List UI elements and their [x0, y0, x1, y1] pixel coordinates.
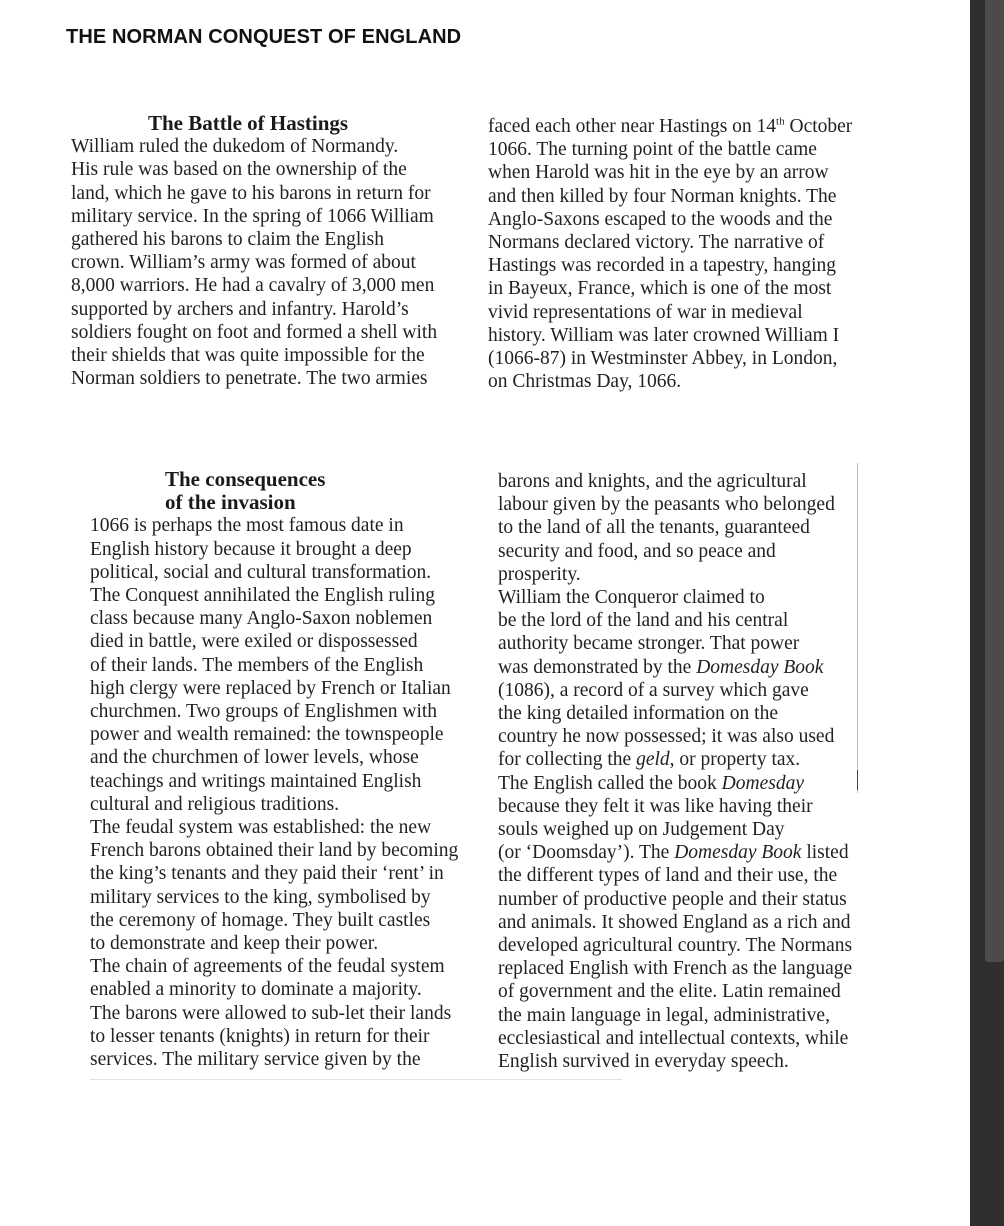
consequences-heading-line1: The consequences	[165, 467, 326, 491]
hastings-heading: The Battle of Hastings	[148, 111, 349, 135]
text-line: English survived in everyday speech.	[498, 1051, 789, 1073]
hastings-right-column	[488, 115, 852, 393]
hastings-left-column	[71, 112, 437, 390]
book-title-italic: Domesday Book	[696, 656, 824, 678]
text-line: of their lands. The members of the English	[90, 654, 424, 676]
text-line: number of productive people and their status	[498, 888, 847, 910]
text-line: prosperity.	[498, 563, 581, 585]
text-line: barons and knights, and the agricultural	[498, 471, 807, 492]
text-line: supported by archers and infantry. Harold’s	[71, 298, 409, 320]
text-line: souls weighed up on Judgement Day	[498, 819, 785, 841]
text-line: developed agricultural country. The Normans	[498, 935, 853, 957]
text-line: (1086), a record of a survey which gave	[498, 679, 809, 701]
text-fragment: faced each other near Hastings on 14	[488, 116, 777, 137]
text-line: French barons obtained their land by becoming	[90, 840, 459, 862]
text-line: their shields that was quite impossible for the	[71, 345, 425, 367]
text-line: power and wealth remained: the townspeople	[90, 724, 444, 746]
text-line: land, which he gave to his barons in return for	[71, 182, 431, 204]
text-line: to demonstrate and keep their power.	[90, 933, 379, 955]
text-line: country he now possessed; it was also used	[498, 726, 835, 748]
book-title-italic: Domesday Book	[674, 842, 802, 864]
text-line: security and food, and so peace and	[498, 540, 776, 562]
text-fragment: (or ‘Doomsday’). The	[498, 842, 675, 864]
text-line: 1066 is perhaps the most famous date in	[90, 515, 404, 537]
text-line: Hastings was recorded in a tapestry, hanging	[488, 255, 837, 277]
text-line: because they felt it was like having their	[498, 795, 813, 817]
text-line: soldiers fought on foot and formed a shell with	[71, 321, 438, 343]
text-fragment: was demonstrated by the	[498, 656, 697, 678]
text-line: labour given by the peasants who belonged	[498, 494, 835, 516]
text-line: gathered his barons to claim the English	[71, 229, 385, 251]
text-line: William ruled the dukedom of Normandy.	[71, 136, 399, 158]
text-line: history. William was later crowned William I	[488, 324, 840, 346]
text-fragment: October	[784, 116, 853, 137]
text-line: the king detailed information on the	[498, 703, 778, 725]
text-line: military service. In the spring of 1066 William	[71, 205, 434, 227]
text-fragment: for collecting the	[498, 749, 637, 771]
text-line: vivid representations of war in medieval	[488, 301, 803, 323]
text-line: crown. William’s army was formed of about	[71, 252, 416, 274]
text-line: the different types of land and their use, the	[498, 865, 838, 887]
text-line	[498, 772, 852, 795]
text-line: English history because it brought a deep	[90, 538, 412, 560]
text-line: and animals. It showed England as a rich and	[498, 911, 851, 933]
page-title: THE NORMAN CONQUEST OF ENGLAND	[66, 26, 462, 48]
text-line: His rule was based on the ownership of the	[71, 159, 407, 181]
text-line: the main language in legal, administrative,	[498, 1004, 830, 1026]
scrollbar-thumb[interactable]	[985, 0, 1004, 962]
text-line: when Harold was hit in the eye by an arrow	[488, 162, 829, 184]
text-line: on Christmas Day, 1066.	[488, 371, 682, 393]
text-line: replaced English with French as the language	[498, 958, 853, 980]
consequences-right-column	[498, 470, 852, 1073]
text-line: enabled a minority to dominate a majority.	[90, 979, 422, 1001]
text-line	[498, 748, 852, 771]
text-line: died in battle, were exiled or dispossessed	[90, 631, 418, 653]
text-line: The barons were allowed to sub-let their lands	[90, 1002, 452, 1024]
text-line: in Bayeux, France, which is one of the most	[488, 278, 832, 300]
text-line: 1066. The turning point of the battle came	[488, 139, 817, 161]
column-rule	[857, 463, 858, 793]
text-line: (1066-87) in Westminster Abbey, in London,	[488, 348, 838, 370]
text-line: the king’s tenants and they paid their ‘rent’ in	[90, 863, 444, 885]
text-line: The Conquest annihilated the English ruling	[90, 585, 435, 607]
text-line: the ceremony of homage. They built castles	[90, 909, 431, 931]
text-line: class because many Anglo-Saxon noblemen	[90, 608, 433, 630]
text-line: political, social and cultural transformation.	[90, 561, 432, 583]
text-line: The feudal system was established: the new	[90, 817, 432, 839]
text-fragment: , or property tax.	[669, 749, 801, 771]
text-line: military services to the king, symbolised by	[90, 886, 431, 908]
text-line: ecclesiastical and intellectual contexts, while	[498, 1027, 849, 1049]
text-line	[498, 656, 852, 679]
text-line	[488, 115, 852, 138]
text-line: and then killed by four Norman knights. The	[488, 185, 837, 207]
text-line: Normans declared victory. The narrative of	[488, 232, 825, 254]
text-line: churchmen. Two groups of Englishmen with	[90, 701, 438, 723]
text-line: Norman soldiers to penetrate. The two armies	[71, 368, 428, 390]
text-line: 8,000 warriors. He had a cavalry of 3,000 men	[71, 275, 435, 297]
text-line: and the churchmen of lower levels, whose	[90, 747, 419, 769]
text-line: of government and the elite. Latin remained	[498, 981, 841, 1003]
consequences-heading-line2: of the invasion	[165, 490, 296, 515]
term-italic: geld	[636, 749, 670, 771]
text-line: The chain of agreements of the feudal system	[90, 956, 445, 978]
bottom-rule	[90, 1079, 622, 1080]
text-line: Anglo-Saxons escaped to the woods and the	[488, 208, 833, 230]
consequences-left-column	[90, 468, 458, 1071]
text-line: William the Conqueror claimed to	[498, 587, 765, 609]
text-line: be the lord of the land and his central	[498, 610, 789, 632]
book-title-italic: Domesday	[721, 772, 804, 794]
text-line: teachings and writings maintained English	[90, 770, 422, 792]
text-line: services. The military service given by the	[90, 1049, 421, 1071]
text-line: authority became stronger. That power	[498, 633, 800, 655]
ordinal-suffix: th	[776, 115, 785, 128]
text-fragment: The English called the book	[498, 772, 722, 794]
text-line: cultural and religious traditions.	[90, 793, 340, 815]
text-fragment: listed	[801, 842, 849, 864]
text-line: to the land of all the tenants, guaranteed	[498, 517, 810, 539]
column-rule-mark	[857, 770, 858, 790]
text-line	[498, 841, 852, 864]
text-line: to lesser tenants (knights) in return for their	[90, 1025, 430, 1047]
text-line: high clergy were replaced by French or Italian	[90, 677, 451, 699]
